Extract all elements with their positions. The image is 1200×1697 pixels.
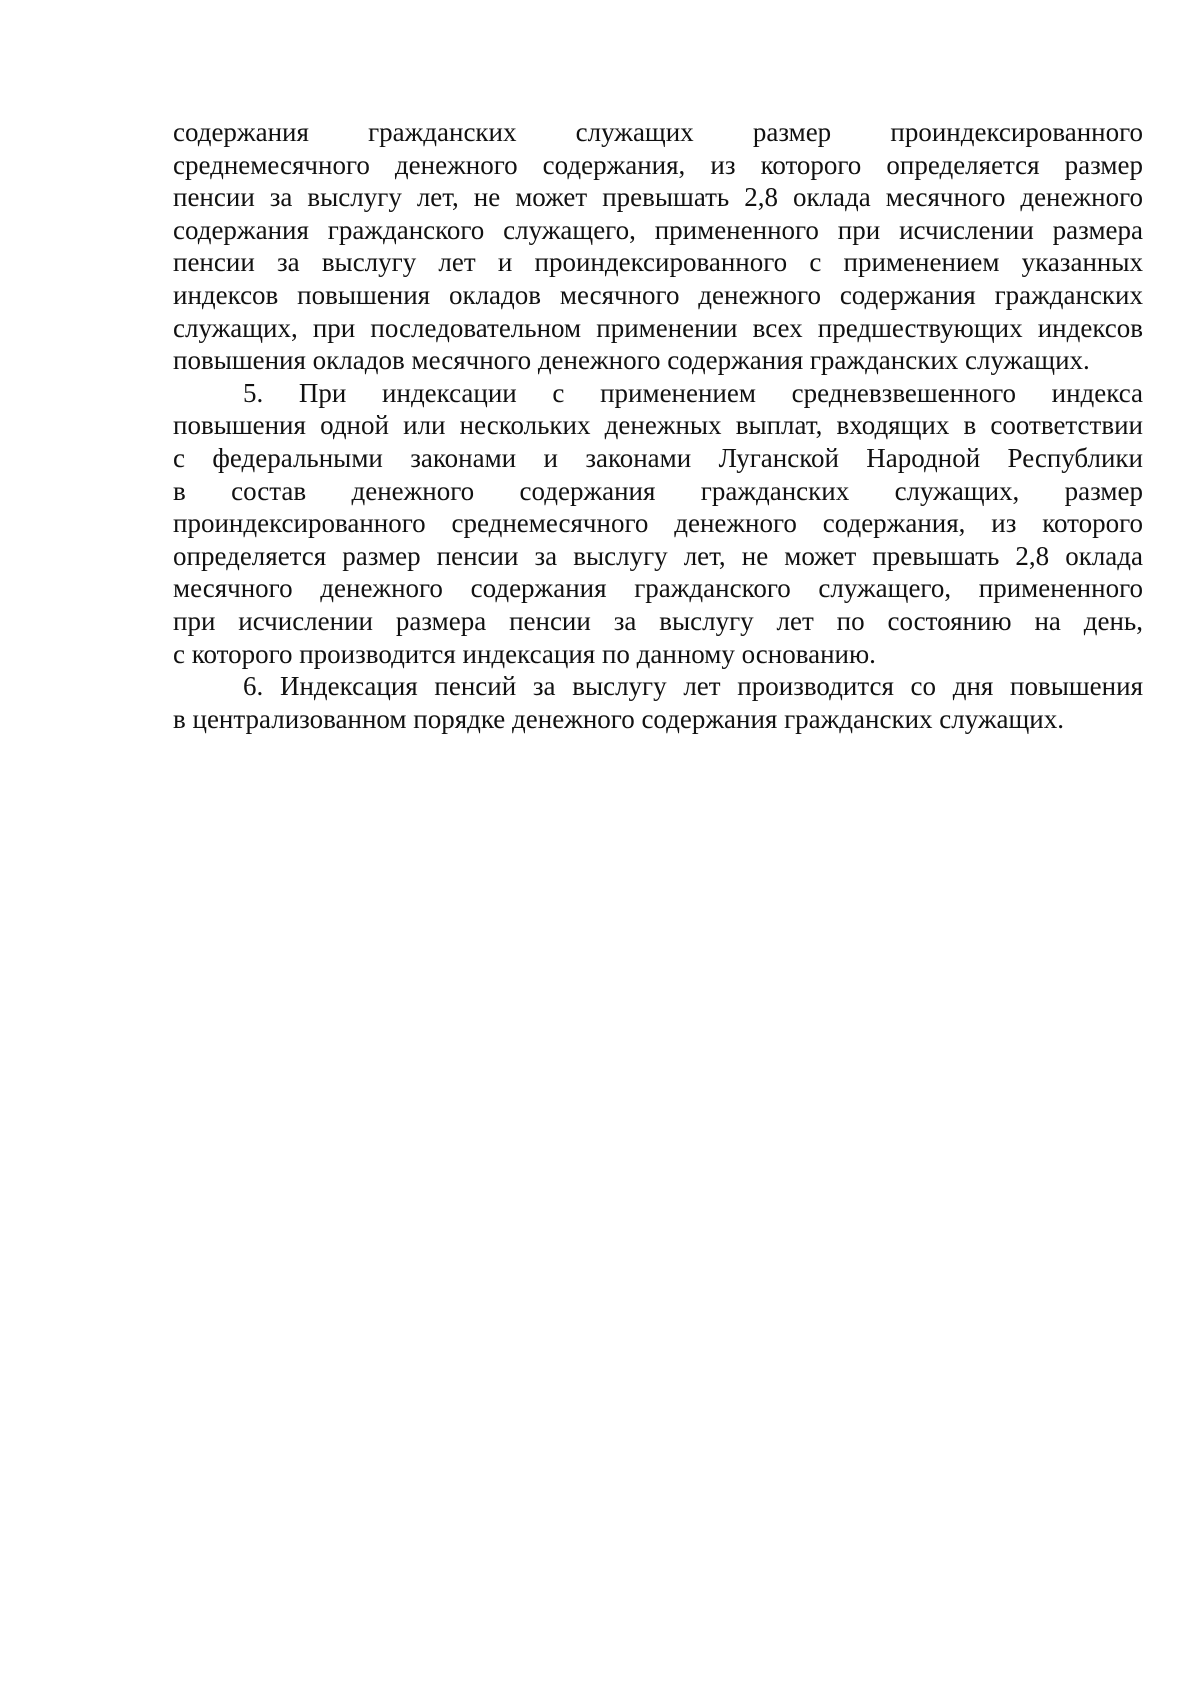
document-body [173,116,1143,735]
text-line: при исчислении размера пенсии за выслугу лет по состоянию на день, [173,605,1143,636]
text-line: индексов повышения окладов месячного денежного содержания гражданских [173,279,1143,310]
text-line: проиндексированного среднемесячного денежного содержания, из которого [173,508,1143,539]
text-line: с которого производится индексация по данному основанию. [173,638,876,669]
text-line: в состав денежного содержания гражданских служащих, размер [173,475,1143,506]
text-line: содержания гражданского служащего, примененного при исчислении размера [173,214,1143,245]
paragraph-item-5 [173,377,1143,670]
text-line: в централизованном порядке денежного содержания гражданских служащих. [173,703,1064,734]
paragraph-item-6 [173,670,1143,735]
text-line: пенсии за выслугу лет, не может превышать 2,8 оклада месячного денежного [173,182,1143,213]
text-line: пенсии за выслугу лет и проиндексированного с применением указанных [173,247,1143,278]
text-line: повышения окладов месячного денежного содержания гражданских служащих. [173,345,1090,376]
text-line: среднемесячного денежного содержания, из которого определяется размер [173,149,1143,180]
text-line: месячного денежного содержания гражданского служащего, примененного [173,573,1143,604]
text-line: с федеральными законами и законами Луганской Народной Республики [173,442,1143,473]
text-line: служащих, при последовательном применении всех предшествующих индексов [173,312,1143,343]
text-line: 5. При индексации с применением средневзвешенного индекса [243,377,1143,408]
text-line: повышения одной или нескольких денежных выплат, входящих в соответствии [173,410,1143,441]
text-line: 6. Индексация пенсий за выслугу лет производится со дня повышения [243,671,1143,702]
paragraph-continuation [173,116,1143,377]
text-line: определяется размер пенсии за выслугу лет, не может превышать 2,8 оклада [173,540,1143,571]
text-line: содержания гражданских служащих размер проиндексированного [173,117,1143,147]
